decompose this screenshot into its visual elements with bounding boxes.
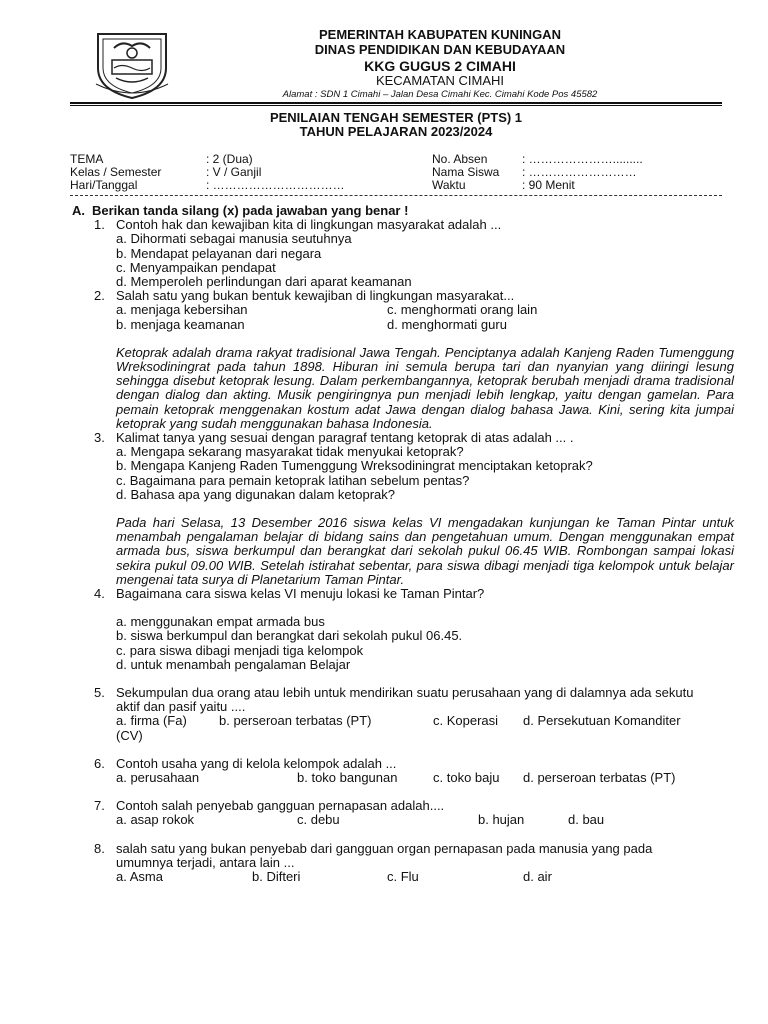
options-row bbox=[72, 870, 734, 884]
absen-label: No. Absen bbox=[432, 152, 488, 166]
option-b: b. menjaga keamanan bbox=[116, 316, 245, 332]
option-d: d. perseroan terbatas (PT) bbox=[523, 770, 676, 786]
absen-value: : …………………......... bbox=[522, 152, 643, 166]
option-c: c. debu bbox=[297, 812, 340, 828]
info-row bbox=[70, 166, 722, 179]
option-b: b. hujan bbox=[478, 812, 525, 828]
question-number: 3. bbox=[94, 430, 105, 446]
options-row bbox=[72, 813, 734, 827]
option-b: b. Mengapa Kanjeng Raden Tumenggung Wreksodiningrat menciptakan ketoprak? bbox=[116, 458, 593, 474]
hari-label: Hari/Tanggal bbox=[70, 178, 138, 192]
info-divider bbox=[70, 195, 722, 196]
letterhead-address: Alamat : SDN 1 Cimahi – Jalan Desa Cimahi Kec. Cimahi Kode Pos 45582 bbox=[282, 88, 598, 100]
letterhead-divider-thin bbox=[70, 105, 722, 106]
options-row bbox=[72, 303, 734, 317]
option-d: d. Memperoleh perlindungan dari aparat keamanan bbox=[116, 274, 412, 290]
question-number: 5. bbox=[94, 685, 105, 701]
option-a: a. Mengapa sekarang masyarakat tidak menyukai ketoprak? bbox=[116, 444, 464, 460]
question-8 bbox=[72, 842, 734, 870]
option-d: d. bau bbox=[568, 812, 605, 828]
options-row bbox=[72, 771, 734, 785]
question-number: 2. bbox=[94, 288, 105, 304]
option-d: d. Bahasa apa yang digunakan dalam ketoprak? bbox=[116, 486, 395, 502]
option-a: a. firma (Fa) bbox=[116, 713, 187, 729]
option-a: a. asap rokok bbox=[116, 812, 195, 828]
option-d: d. menghormati guru bbox=[387, 316, 507, 332]
question-text: Contoh salah penyebab gangguan pernapasan adalah.... bbox=[116, 798, 445, 814]
option-d: d. air bbox=[523, 869, 552, 885]
option-a: a. perusahaan bbox=[116, 770, 200, 786]
question-text: Contoh hak dan kewajiban kita di lingkungan masyarakat adalah ... bbox=[116, 217, 502, 233]
reading-passage-taman-pintar: Pada hari Selasa, 13 Desember 2016 siswa kelas VI mengadakan kunjungan ke Taman Pintar untuk menambah pengalaman belajar di bidang sains dan pengetahuan umum. Dengan menggunakan empat armada bus, siswa berkumpul dan berangkat dari sekolah pukul 06.45 WIB. Rombongan sampai lokasi sekira pukul 09.00 WIB. Setelah istirahat sebentar, para siswa dibagi menjadi tiga kelompok untuk belajar mengenai tata surya di Planetarium Taman Pintar. bbox=[116, 515, 734, 587]
letterhead bbox=[240, 28, 640, 101]
spacer bbox=[72, 743, 734, 757]
waktu-label: Waktu bbox=[432, 178, 466, 192]
option-c: c. Menyampaikan pendapat bbox=[116, 259, 276, 275]
spacer bbox=[72, 332, 734, 346]
nama-label: Nama Siswa bbox=[432, 165, 500, 179]
info-row bbox=[70, 179, 722, 192]
option-d: d. untuk menambah pengalaman Belajar bbox=[116, 656, 351, 672]
question-4 bbox=[72, 587, 734, 601]
question-2 bbox=[72, 289, 734, 303]
option-b: b. Mendapat pelayanan dari negara bbox=[116, 245, 322, 261]
question-number: 7. bbox=[94, 798, 105, 814]
question-text: Sekumpulan dua orang atau lebih untuk mendirikan suatu perusahaan yang di dalamnya ada sekutu aktif dan pasif yaitu .... bbox=[116, 685, 694, 715]
letterhead-divider bbox=[70, 102, 722, 104]
waktu-value: : 90 Menit bbox=[522, 178, 575, 192]
question-text: Kalimat tanya yang sesuai dengan paragraf tentang ketoprak di atas adalah ... . bbox=[116, 430, 574, 446]
nama-value: : ……………………… bbox=[522, 165, 637, 179]
question-6 bbox=[72, 757, 734, 771]
option-a: a. Asma bbox=[116, 869, 163, 885]
section-letter: A. bbox=[72, 203, 85, 218]
option-c: c. Flu bbox=[387, 869, 419, 885]
tema-label: TEMA bbox=[70, 152, 104, 166]
question-text: salah satu yang bukan penyebab dari gangguan organ pernapasan pada manusia yang pada umumnya terjadi, antara lain ... bbox=[116, 840, 653, 870]
option-c: c. para siswa dibagi menjadi tiga kelompok bbox=[116, 642, 364, 658]
exam-title-line2: TAHUN PELAJARAN 2023/2024 bbox=[299, 124, 493, 140]
option-c: c. menghormati orang lain bbox=[387, 302, 538, 318]
option-c: c. toko baju bbox=[433, 770, 500, 786]
hari-value: : …………………………… bbox=[206, 178, 345, 192]
option-d-continued: (CV) bbox=[116, 727, 143, 743]
spacer bbox=[72, 502, 734, 516]
option-a: a. menggunakan empat armada bus bbox=[116, 614, 325, 630]
spacer bbox=[72, 828, 734, 842]
letterhead-government: PEMERINTAH KABUPATEN KUNINGAN bbox=[319, 27, 561, 42]
option-a: a. menjaga kebersihan bbox=[116, 302, 248, 318]
exam-title-line1: PENILAIAN TENGAH SEMESTER (PTS) 1 bbox=[269, 110, 523, 125]
student-info bbox=[70, 153, 722, 192]
option-a: a. Dihormati sebagai manusia seutuhnya bbox=[116, 231, 352, 247]
option-c: c. Bagaimana para pemain ketoprak latihan sebelum pentas? bbox=[116, 472, 470, 488]
letterhead-department: DINAS PENDIDIKAN DAN KEBUDAYAAN bbox=[314, 41, 566, 57]
question-text: Salah satu yang bukan bentuk kewajiban di lingkungan masyarakat... bbox=[116, 288, 515, 304]
reading-passage-ketoprak: Ketoprak adalah drama rakyat tradisional Jawa Tengah. Penciptanya adalah Kanjeng Raden Tumenggung Wreksodiningrat pada tahun 1898. Hiburan ini semula berupa tari dan nyanyian yang diiringi lesung sehingga disebut ketoprak lesung. Dalam perkembangannya, ketoprak berubah menjadi drama tradisional dengan dialog dan akting. Musik pengiringnya pun menjadi lebih lengkap, yaitu dengan gamelan. Para pemain ketoprak menggenakan kostum adat Jawa dengan dialog bahasa Jawa. Kini, sering kita jumpai ketoprak yang sudah menggunakan bahasa Indonesia. bbox=[116, 344, 734, 431]
exam-title bbox=[70, 111, 722, 140]
section-instruction: Berikan tanda silang (x) pada jawaban yang benar ! bbox=[92, 203, 409, 218]
section-a-instruction bbox=[72, 204, 734, 218]
question-number: 4. bbox=[94, 586, 105, 602]
options-row bbox=[72, 714, 734, 728]
option-b: b. toko bangunan bbox=[297, 770, 398, 786]
option-b: b. siswa berkumpul dan berangkat dari sekolah pukul 06.45. bbox=[116, 628, 463, 644]
option-c: c. Koperasi bbox=[433, 713, 499, 729]
regency-emblem-icon bbox=[92, 28, 172, 100]
question-7 bbox=[72, 799, 734, 813]
option-b: b. Difteri bbox=[252, 869, 301, 885]
letterhead-district: KECAMATAN CIMAHI bbox=[375, 72, 505, 88]
question-number: 8. bbox=[94, 840, 105, 856]
question-1 bbox=[72, 218, 734, 232]
question-text: Bagaimana cara siswa kelas VI menuju lokasi ke Taman Pintar? bbox=[116, 586, 485, 602]
option-d: d. Persekutuan Komanditer bbox=[523, 713, 681, 729]
question-text: Contoh usaha yang di kelola kelompok adalah ... bbox=[116, 755, 397, 771]
kelas-value: : V / Ganjil bbox=[206, 165, 262, 179]
spacer bbox=[72, 672, 734, 686]
question-number: 6. bbox=[94, 755, 105, 771]
letterhead-group: KKG GUGUS 2 CIMAHI bbox=[364, 57, 516, 74]
questions bbox=[72, 204, 734, 884]
question-5 bbox=[72, 686, 734, 714]
question-3 bbox=[72, 431, 734, 445]
question-number: 1. bbox=[94, 217, 105, 233]
spacer bbox=[72, 601, 734, 615]
spacer bbox=[72, 785, 734, 799]
option-b: b. perseroan terbatas (PT) bbox=[219, 713, 372, 729]
options-row bbox=[72, 318, 734, 332]
tema-value: : 2 (Dua) bbox=[206, 152, 253, 166]
kelas-label: Kelas / Semester bbox=[70, 165, 162, 179]
